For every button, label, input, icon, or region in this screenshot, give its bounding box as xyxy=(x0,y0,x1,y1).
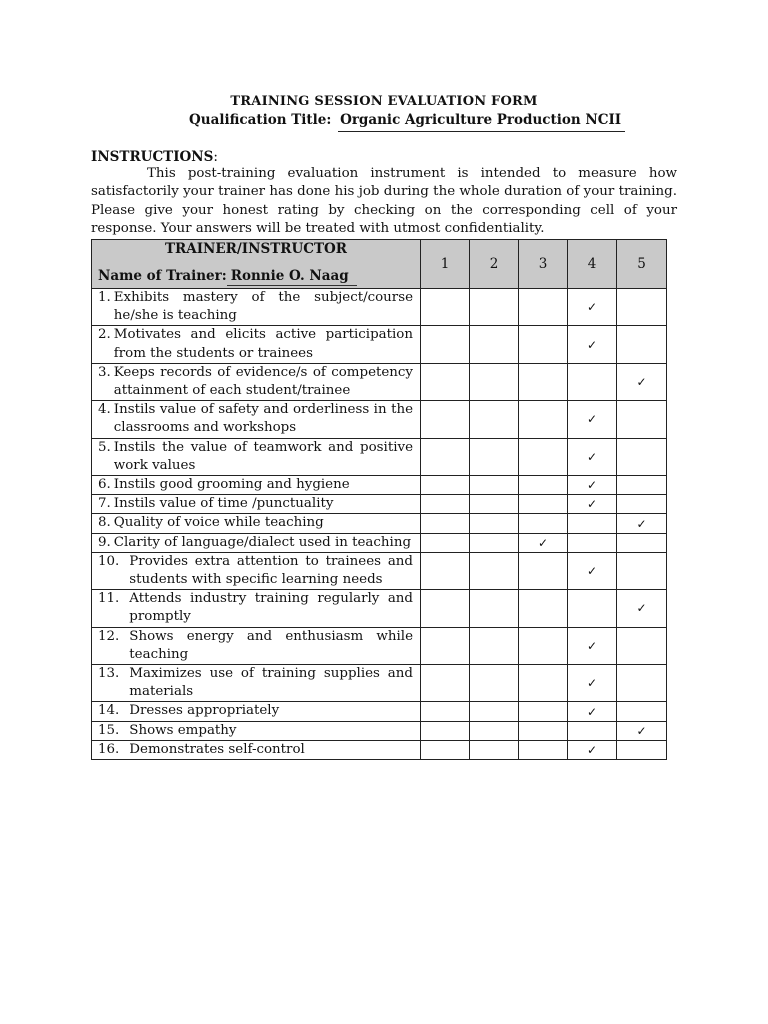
rating-cell-4[interactable] xyxy=(568,721,617,740)
rating-cell-2[interactable] xyxy=(470,627,519,664)
criterion-number: 6. xyxy=(98,477,111,493)
criterion xyxy=(98,326,413,362)
rating-cell-1[interactable] xyxy=(421,438,470,475)
rating-cell-4[interactable] xyxy=(568,740,617,759)
criterion-cell xyxy=(92,289,421,326)
criterion-number: 12. xyxy=(98,628,120,644)
table-row xyxy=(92,533,667,552)
criterion-cell xyxy=(92,495,421,514)
rating-cell-3[interactable] xyxy=(519,495,568,514)
criterion-number: 10. xyxy=(98,553,120,569)
criterion-cell xyxy=(92,665,421,702)
table-row xyxy=(92,627,667,664)
rating-cell-2[interactable] xyxy=(470,665,519,702)
criterion-cell xyxy=(92,326,421,363)
criterion-text: Exhibits mastery of the subject/course he/she is teaching xyxy=(113,290,413,324)
check-mark-icon: ✓ xyxy=(586,742,598,757)
trainer-header-cell xyxy=(92,240,421,289)
rating-cell-2[interactable] xyxy=(470,438,519,475)
criterion xyxy=(98,289,413,325)
evaluation-table xyxy=(91,239,667,760)
rating-cell-3[interactable] xyxy=(519,438,568,475)
rating-cell-3[interactable] xyxy=(519,552,568,589)
rating-cell-5[interactable] xyxy=(617,476,667,495)
rating-cell-4[interactable] xyxy=(568,627,617,664)
criterion xyxy=(98,628,413,664)
rating-cell-4[interactable] xyxy=(568,326,617,363)
rating-cell-3[interactable] xyxy=(519,289,568,326)
criterion-text: Clarity of language/dialect used in teaching xyxy=(113,534,412,550)
rating-cell-4[interactable] xyxy=(568,363,617,400)
rating-cell-4[interactable] xyxy=(568,514,617,533)
rating-cell-5[interactable] xyxy=(617,401,667,438)
form-title: TRAINING SESSION EVALUATION FORM xyxy=(230,94,538,109)
criterion xyxy=(98,476,413,494)
instructions-heading-line xyxy=(91,149,218,165)
check-mark-icon: ✓ xyxy=(636,375,647,390)
rating-cell-2[interactable] xyxy=(470,476,519,495)
rating-cell-5[interactable] xyxy=(617,627,667,664)
rating-cell-3[interactable] xyxy=(519,533,568,552)
table-row xyxy=(92,363,667,400)
rating-cell-3[interactable] xyxy=(519,627,568,664)
rating-cell-5[interactable] xyxy=(617,326,667,363)
criterion xyxy=(98,722,413,740)
check-mark-icon: ✓ xyxy=(586,497,598,512)
criterion-number: 15. xyxy=(98,722,120,738)
table-row xyxy=(92,289,667,326)
criterion-text: Provides extra attention to trainees and students with specific learning needs xyxy=(129,553,413,588)
rating-cell-2[interactable] xyxy=(470,289,519,326)
rating-cell-1[interactable] xyxy=(421,476,470,495)
rating-cell-3[interactable] xyxy=(519,476,568,495)
rating-cell-5[interactable] xyxy=(617,740,667,759)
table-row xyxy=(92,438,667,475)
table-row xyxy=(92,495,667,514)
table-row xyxy=(92,590,667,627)
table-row xyxy=(92,514,667,533)
rating-cell-1[interactable] xyxy=(421,533,470,552)
scale-header-2: 2 xyxy=(470,240,519,289)
criterion-text: Instils the value of teamwork and positive work values xyxy=(113,439,413,473)
rating-cell-5[interactable] xyxy=(617,552,667,589)
table-row xyxy=(92,665,667,702)
rating-cell-4[interactable] xyxy=(568,438,617,475)
table-row xyxy=(92,552,667,589)
qualification-value: Organic Agriculture Production NCII xyxy=(338,112,625,132)
criterion-number: 2. xyxy=(98,327,111,343)
qualification-label: Qualification Title: xyxy=(189,112,332,128)
rating-cell-1[interactable] xyxy=(421,401,470,438)
criterion-number: 14. xyxy=(98,703,120,719)
criterion-cell xyxy=(92,514,421,533)
criterion-text: Maximizes use of training supplies and materials xyxy=(129,666,413,700)
rating-cell-3[interactable] xyxy=(519,665,568,702)
check-mark-icon: ✓ xyxy=(586,676,598,691)
rating-cell-4[interactable] xyxy=(568,665,617,702)
criterion-cell xyxy=(92,533,421,552)
rating-cell-5[interactable] xyxy=(617,590,667,627)
rating-cell-2[interactable] xyxy=(470,326,519,363)
table-row xyxy=(92,702,667,721)
rating-cell-4[interactable] xyxy=(568,590,617,627)
rating-cell-2[interactable] xyxy=(470,721,519,740)
rating-cell-4[interactable] xyxy=(568,401,617,438)
criterion-cell xyxy=(92,702,421,721)
check-mark-icon: ✓ xyxy=(586,638,598,653)
rating-cell-5[interactable] xyxy=(617,495,667,514)
rating-cell-5[interactable] xyxy=(617,533,667,552)
criterion-text: Instils good grooming and hygiene xyxy=(113,477,350,493)
rating-cell-4[interactable] xyxy=(568,495,617,514)
rating-cell-2[interactable] xyxy=(470,552,519,589)
check-mark-icon: ✓ xyxy=(636,516,647,531)
rating-cell-3[interactable] xyxy=(519,721,568,740)
criterion xyxy=(98,534,413,552)
rating-cell-5[interactable] xyxy=(617,363,667,400)
rating-cell-2[interactable] xyxy=(470,495,519,514)
scale-header-1: 1 xyxy=(421,240,470,289)
criterion-number: 3. xyxy=(98,364,111,380)
criterion-text: Attends industry training regularly and promptly xyxy=(129,591,413,625)
rating-cell-4[interactable] xyxy=(568,552,617,589)
criterion-cell xyxy=(92,401,421,438)
rating-cell-2[interactable] xyxy=(470,590,519,627)
rating-cell-5[interactable] xyxy=(617,289,667,326)
check-mark-icon: ✓ xyxy=(636,601,647,616)
criterion-cell xyxy=(92,721,421,740)
criterion-text: Motivates and elicits active participation from the students or trainees xyxy=(113,327,413,361)
rating-cell-4[interactable] xyxy=(568,702,617,721)
rating-cell-4[interactable] xyxy=(568,476,617,495)
rating-cell-1[interactable] xyxy=(421,495,470,514)
rating-cell-5[interactable] xyxy=(617,514,667,533)
criterion xyxy=(98,702,413,720)
rating-cell-1[interactable] xyxy=(421,590,470,627)
criterion-text: Instils value of safety and orderliness in the classrooms and workshops xyxy=(113,402,413,436)
rating-cell-1[interactable] xyxy=(421,740,470,759)
check-mark-icon: ✓ xyxy=(586,337,598,352)
table-row xyxy=(92,740,667,759)
rating-cell-2[interactable] xyxy=(470,514,519,533)
criterion-number: 9. xyxy=(98,534,111,550)
rating-cell-1[interactable] xyxy=(421,514,470,533)
criterion-text: Demonstrates self-control xyxy=(129,741,305,757)
rating-cell-1[interactable] xyxy=(421,326,470,363)
criterion-number: 1. xyxy=(98,290,111,305)
table-row xyxy=(92,721,667,740)
criterion-text: Keeps records of evidence/s of competency attainment of each student/trainee xyxy=(113,364,413,399)
check-mark-icon: ✓ xyxy=(586,412,598,427)
rating-cell-2[interactable] xyxy=(470,401,519,438)
criterion-number: 4. xyxy=(98,402,111,418)
criterion-number: 16. xyxy=(98,741,120,757)
criterion xyxy=(98,514,413,532)
rating-cell-4[interactable] xyxy=(568,289,617,326)
rating-cell-3[interactable] xyxy=(519,590,568,627)
criterion-text: Shows energy and enthusiasm while teaching xyxy=(129,628,413,662)
rating-cell-3[interactable] xyxy=(519,401,568,438)
criterion-number: 13. xyxy=(98,666,120,682)
rating-cell-1[interactable] xyxy=(421,552,470,589)
check-mark-icon: ✓ xyxy=(586,300,598,315)
scale-header-5: 5 xyxy=(617,240,667,289)
rating-cell-1[interactable] xyxy=(421,721,470,740)
rating-cell-3[interactable] xyxy=(519,702,568,721)
criterion xyxy=(98,590,413,626)
rating-cell-2[interactable] xyxy=(470,363,519,400)
rating-cell-5[interactable] xyxy=(617,702,667,721)
table-row xyxy=(92,326,667,363)
rating-cell-3[interactable] xyxy=(519,326,568,363)
criterion xyxy=(98,495,413,513)
rating-cell-1[interactable] xyxy=(421,627,470,664)
rating-cell-2[interactable] xyxy=(470,740,519,759)
check-mark-icon: ✓ xyxy=(586,449,598,464)
evaluation-table-body xyxy=(92,289,667,760)
check-mark-icon: ✓ xyxy=(636,723,647,738)
trainer-name-line xyxy=(98,268,357,284)
scale-header-3: 3 xyxy=(519,240,568,289)
criterion-cell xyxy=(92,627,421,664)
criterion-cell xyxy=(92,476,421,495)
criterion-cell xyxy=(92,438,421,475)
table-row xyxy=(92,401,667,438)
table-header-row xyxy=(92,240,667,289)
rating-cell-5[interactable] xyxy=(617,665,667,702)
trainer-header-title: TRAINER/INSTRUCTOR xyxy=(164,241,348,257)
instructions-text: This post-training evaluation instrument is intended to measure how satisfactorily your trainer has done his job during the whole duration of your training. Please give your honest rating by checking on the corresponding cell of your response. Your answers will be treated with utmost confidentiality. xyxy=(91,166,677,236)
rating-cell-4[interactable] xyxy=(568,533,617,552)
criterion-text: Instils value of time /punctuality xyxy=(113,496,334,512)
table-row xyxy=(92,476,667,495)
rating-cell-1[interactable] xyxy=(421,289,470,326)
criterion-cell xyxy=(92,740,421,759)
rating-cell-3[interactable] xyxy=(519,514,568,533)
criterion-number: 7. xyxy=(98,496,111,512)
rating-cell-2[interactable] xyxy=(470,533,519,552)
criterion xyxy=(98,439,413,475)
criterion-number: 8. xyxy=(98,515,111,531)
rating-cell-1[interactable] xyxy=(421,702,470,721)
trainer-name-label: Name of Trainer: xyxy=(98,268,227,284)
rating-cell-3[interactable] xyxy=(519,740,568,759)
rating-cell-5[interactable] xyxy=(617,721,667,740)
check-mark-icon: ✓ xyxy=(537,535,549,550)
criterion-text: Dresses appropriately xyxy=(129,703,280,719)
check-mark-icon: ✓ xyxy=(586,704,598,719)
criterion xyxy=(98,741,413,759)
rating-cell-1[interactable] xyxy=(421,665,470,702)
trainer-name-value: Ronnie O. Naag xyxy=(227,268,357,286)
criterion-cell xyxy=(92,363,421,400)
criterion-number: 11. xyxy=(98,591,120,607)
rating-cell-5[interactable] xyxy=(617,438,667,475)
criterion-text: Shows empathy xyxy=(129,722,237,738)
check-mark-icon: ✓ xyxy=(586,478,598,493)
scale-header-4: 4 xyxy=(568,240,617,289)
criterion-cell xyxy=(92,552,421,589)
rating-cell-3[interactable] xyxy=(519,363,568,400)
criterion xyxy=(98,401,413,437)
check-mark-icon: ✓ xyxy=(586,564,598,579)
rating-cell-2[interactable] xyxy=(470,702,519,721)
instructions-heading-colon: : xyxy=(213,149,218,165)
rating-cell-1[interactable] xyxy=(421,363,470,400)
criterion xyxy=(98,665,413,701)
criterion-number: 5. xyxy=(98,439,111,455)
instructions-heading: INSTRUCTIONS xyxy=(91,149,214,165)
qualification-line xyxy=(189,112,625,132)
criterion xyxy=(98,364,413,400)
criterion xyxy=(98,553,413,589)
criterion-text: Quality of voice while teaching xyxy=(113,515,324,531)
criterion-cell xyxy=(92,590,421,627)
